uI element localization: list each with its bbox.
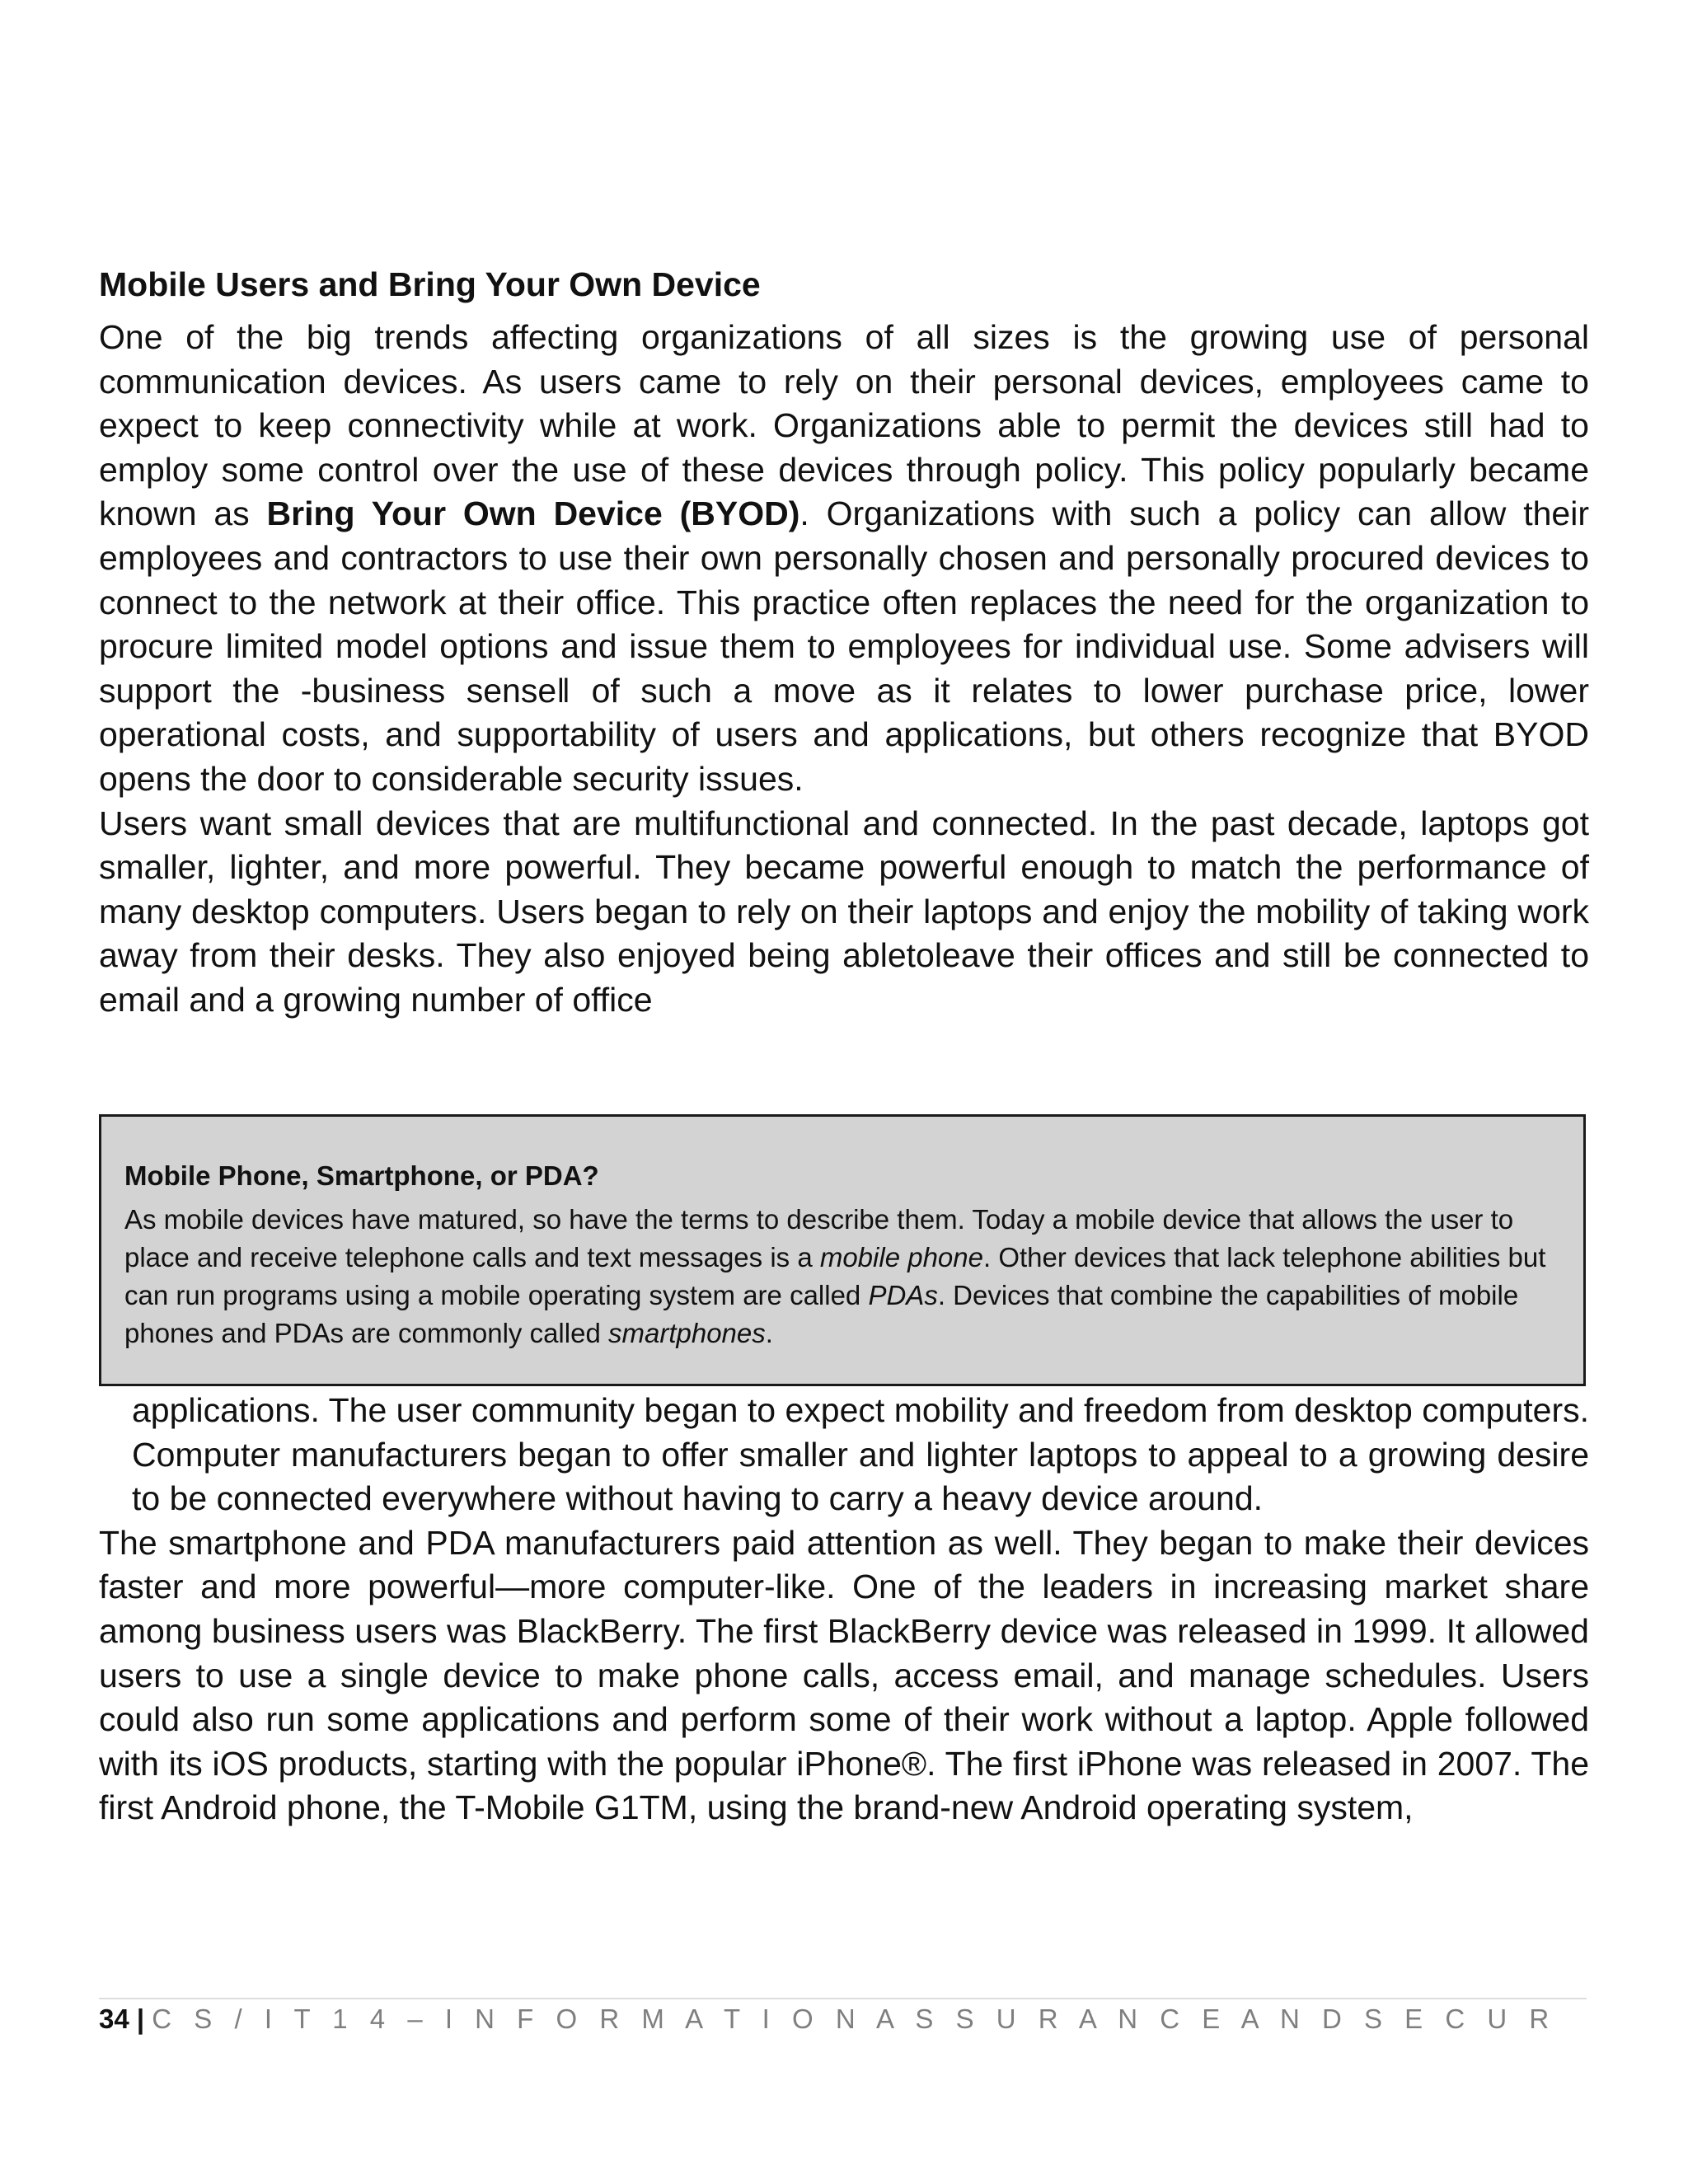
sidebar-title: Mobile Phone, Smartphone, or PDA? bbox=[124, 1160, 599, 1191]
paragraph-smartphone-history: The smartphone and PDA manufacturers paid attention as well. They began to make their devices faster and more powerful—more computer-like. One of the leaders in increasing market share among business users was BlackBerry. The first BlackBerry device was released in 1999. It allowed users to use a single device to make phone calls, access email, and manage schedules. Users could also run some applications and perform some of their work without a laptop. Apple followed with its iOS products, starting with the popular iPhone®. The first iPhone was released in 2007. The first Android phone, the T-Mobile G1TM, using the brand-new Android operating system, bbox=[99, 1523, 1589, 1827]
byod-term: Bring Your Own Device (BYOD) bbox=[266, 494, 800, 533]
sidebar-text-3: . Devices that combine the capabilities of mobile phones and PDAs are commonly called bbox=[124, 1280, 1519, 1348]
body-text-lower bbox=[99, 1389, 1589, 1830]
paragraph-byod-text-1: One of the big trends affecting organizations of all sizes is the growing use of personal communication devices. As users came to rely on their personal devices, employees came to expect to keep connectivity while at work. Organizations able to permit the devices still had to employ some control over the use of these devices through policy. This policy popularly became known as bbox=[99, 318, 1589, 533]
sidebar-text-1: As mobile devices have matured, so have the terms to describe them. Today a mobile device that allows the user to place and receive telephone calls and text messages is a bbox=[124, 1204, 1514, 1272]
term-pdas: PDAs bbox=[868, 1280, 938, 1310]
page-footer bbox=[99, 2003, 1556, 2036]
term-mobile-phone: mobile phone bbox=[819, 1242, 983, 1272]
paragraph-applications: applications. The user community began to expect mobility and freedom from desktop computers. Computer manufacturers began to offer smaller and lighter laptops to appeal to a growing desire to be connected everywhere without having to carry a heavy device around. bbox=[132, 1391, 1589, 1518]
footer-divider bbox=[99, 1998, 1587, 1999]
sidebar-body bbox=[124, 1201, 1560, 1352]
document-page bbox=[99, 0, 1589, 2184]
body-text-upper bbox=[99, 316, 1589, 1023]
sidebar-box bbox=[99, 1114, 1586, 1386]
course-title: C S / I T 1 4 – I N F O R M A T I O N A S S U R A N C E A N D S E C U R bbox=[152, 2004, 1557, 2034]
footer-separator: | bbox=[136, 2004, 145, 2034]
page-number: 34 bbox=[99, 2004, 129, 2034]
paragraph-small-devices: Users want small devices that are multifunctional and connected. In the past decade, laptops got smaller, lighter, and more powerful. They became powerful enough to match the performance of many desktop computers. Users began to rely on their laptops and enjoy the mobility of taking work away from their desks. They also enjoyed being abletoleave their offices and still be connected to email and a growing number of office bbox=[99, 804, 1589, 1019]
term-smartphones: smartphones bbox=[607, 1318, 766, 1348]
sidebar-text-2: . Other devices that lack telephone abilities but can run programs using a mobile operating system are called bbox=[124, 1242, 1546, 1310]
sidebar-text-4: . bbox=[765, 1318, 773, 1348]
section-heading: Mobile Users and Bring Your Own Device bbox=[99, 265, 761, 303]
paragraph-byod-text-2: . Organizations with such a policy can allow their employees and contractors to use their own personally chosen and personally procured devices to connect to the network at their office. This practice often replaces the need for the organization to procure limited model options and issue them to employees for individual use. Some advisers will support the ‑business sense‖ of such a move as it relates to lower purchase price, lower operational costs, and supportability of users and applications, but others recognize that BYOD opens the door to considerable security issues. bbox=[99, 494, 1589, 798]
paragraph-byod bbox=[99, 316, 1589, 802]
